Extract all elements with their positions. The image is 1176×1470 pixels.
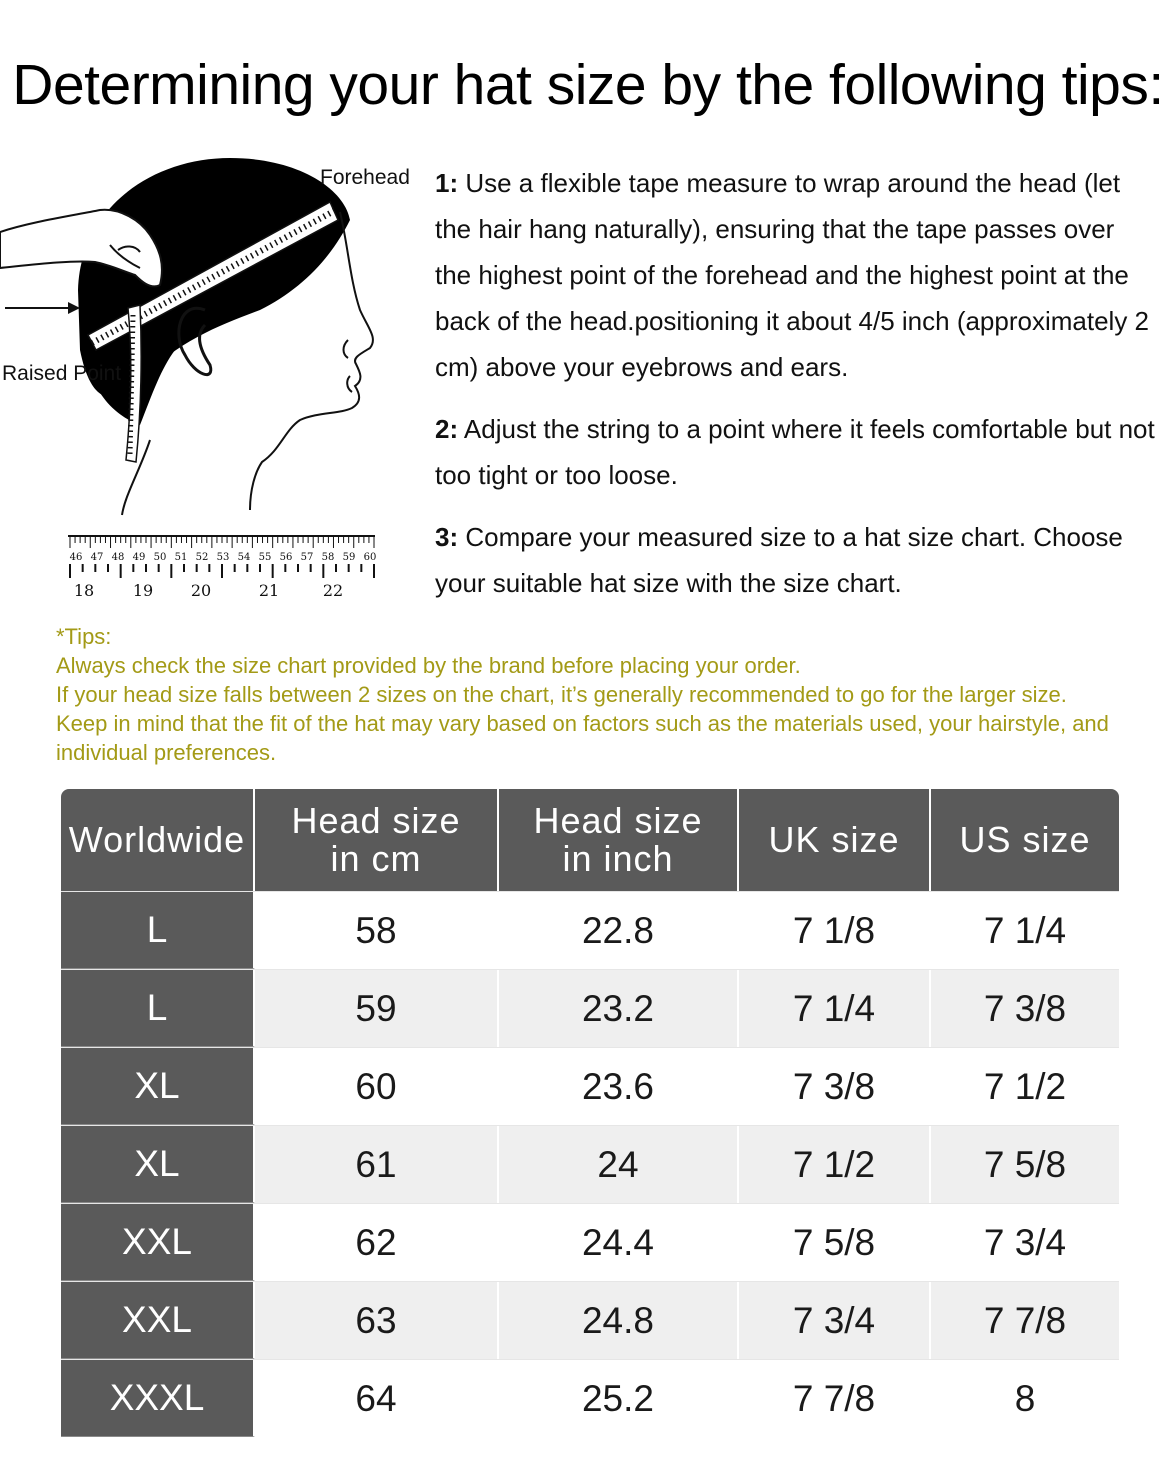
cell-head-inch: 24.8 — [499, 1282, 739, 1359]
step-text: Use a flexible tape measure to wrap around the head (let the hair hang naturally), ensuring that the tape passes over the highest point of the forehead and the highest point at the back of the head.positioning it about 4/5 inch (approximately 2 cm) above your eyebrows and ears. — [435, 168, 1150, 382]
ruler-cm-label: 59 — [342, 552, 356, 563]
ruler-cm-label: 46 — [69, 552, 83, 563]
cell-head-inch: 23.6 — [499, 1048, 739, 1125]
ruler-cm-label: 56 — [279, 552, 293, 563]
cell-head-cm: 64 — [255, 1360, 499, 1437]
header-label: Head size — [533, 800, 703, 841]
header-worldwide — [61, 789, 255, 891]
ruler-cm-label: 53 — [216, 552, 230, 563]
cell-worldwide-size: XL — [61, 1048, 255, 1125]
cell-uk-size: 7 1/8 — [739, 892, 931, 969]
table-row — [61, 1359, 1119, 1437]
ruler-cm-label: 58 — [321, 552, 335, 563]
step-2 — [435, 406, 1155, 498]
ruler-cm-label: 49 — [132, 552, 146, 563]
cell-us-size: 7 3/8 — [931, 970, 1119, 1047]
ruler-cm-label: 52 — [195, 552, 209, 563]
cell-head-cm: 62 — [255, 1204, 499, 1281]
header-label: Worldwide — [68, 819, 246, 860]
tips-line: If your head size falls between 2 sizes on the chart, it’s generally recommended to go for the larger size. — [56, 682, 1067, 707]
page-title: Determining your hat size by the following tips: — [12, 53, 1164, 117]
table-row — [61, 969, 1119, 1047]
cell-us-size: 7 5/8 — [931, 1126, 1119, 1203]
cell-head-inch: 24.4 — [499, 1204, 739, 1281]
ruler-cm-label: 55 — [258, 552, 272, 563]
cell-uk-size: 7 1/4 — [739, 970, 931, 1047]
step-3 — [435, 514, 1155, 606]
ruler-cm-label: 50 — [153, 552, 167, 563]
cell-us-size: 7 1/2 — [931, 1048, 1119, 1125]
cell-head-inch: 25.2 — [499, 1360, 739, 1437]
cell-uk-size: 7 3/4 — [739, 1282, 931, 1359]
ruler-inch-label: 22 — [322, 581, 344, 600]
cell-uk-size: 7 3/8 — [739, 1048, 931, 1125]
instruction-steps — [435, 160, 1155, 622]
cell-worldwide-size: L — [61, 970, 255, 1047]
ruler-cm-label: 47 — [90, 552, 104, 563]
raised-point-label: Raised Point — [2, 362, 122, 385]
table-row — [61, 891, 1119, 969]
ruler-inch-label: 21 — [258, 581, 280, 600]
cell-us-size: 8 — [931, 1360, 1119, 1437]
header-head-size-inch — [499, 789, 739, 891]
ruler-inch-label: 19 — [132, 581, 154, 600]
header-label: US size — [959, 819, 1091, 860]
cell-us-size: 7 1/4 — [931, 892, 1119, 969]
cell-worldwide-size: XXXL — [61, 1360, 255, 1437]
tips-section — [56, 622, 1156, 767]
header-label: in cm — [330, 838, 422, 879]
ruler-cm-label: 54 — [237, 552, 251, 563]
cell-worldwide-size: L — [61, 892, 255, 969]
table-row — [61, 1281, 1119, 1359]
header-us-size — [931, 789, 1119, 891]
table-row — [61, 1203, 1119, 1281]
header-head-size-cm — [255, 789, 499, 891]
tips-line: Always check the size chart provided by the brand before placing your order. — [56, 653, 801, 678]
header-label: in inch — [562, 838, 674, 879]
cell-head-cm: 60 — [255, 1048, 499, 1125]
ruler-cm-label: 57 — [300, 552, 314, 563]
table-row — [61, 1047, 1119, 1125]
cell-head-cm: 59 — [255, 970, 499, 1047]
cell-us-size: 7 7/8 — [931, 1282, 1119, 1359]
ruler-inch-label: 20 — [190, 581, 212, 600]
header-label: UK size — [768, 819, 900, 860]
ruler-inch-label: 18 — [73, 581, 95, 600]
step-text: Compare your measured size to a hat size chart. Choose your suitable hat size with the size chart. — [435, 522, 1123, 598]
cell-head-cm: 63 — [255, 1282, 499, 1359]
cell-head-inch: 23.2 — [499, 970, 739, 1047]
step-number: 2: — [435, 414, 459, 444]
tips-heading: *Tips: — [56, 624, 112, 649]
step-number: 3: — [435, 522, 459, 552]
cell-uk-size: 7 1/2 — [739, 1126, 931, 1203]
table-header-row — [61, 789, 1119, 891]
table-body — [61, 891, 1119, 1437]
header-uk-size — [739, 789, 931, 891]
ruler-cm-label: 60 — [363, 552, 377, 563]
cell-head-cm: 61 — [255, 1126, 499, 1203]
step-number: 1: — [435, 168, 459, 198]
head-measurement-illustration — [0, 150, 420, 610]
cell-worldwide-size: XL — [61, 1126, 255, 1203]
ruler-cm-label: 51 — [174, 552, 188, 563]
table-row — [61, 1125, 1119, 1203]
cell-uk-size: 7 5/8 — [739, 1204, 931, 1281]
ruler — [0, 150, 420, 610]
cell-uk-size: 7 7/8 — [739, 1360, 931, 1437]
cell-worldwide-size: XXL — [61, 1204, 255, 1281]
step-text: Adjust the string to a point where it feels comfortable but not too tight or too loose. — [435, 414, 1155, 490]
cell-head-cm: 58 — [255, 892, 499, 969]
tips-line: Keep in mind that the fit of the hat may vary based on factors such as the materials used, your hairstyle, and individual preferences. — [56, 711, 1109, 765]
cell-worldwide-size: XXL — [61, 1282, 255, 1359]
cell-head-inch: 22.8 — [499, 892, 739, 969]
ruler-ticks — [0, 150, 420, 610]
header-label: Head size — [291, 800, 461, 841]
size-chart-table — [61, 789, 1119, 1437]
cell-head-inch: 24 — [499, 1126, 739, 1203]
forehead-label: Forehead — [320, 166, 410, 189]
ruler-cm-label: 48 — [111, 552, 125, 563]
cell-us-size: 7 3/4 — [931, 1204, 1119, 1281]
step-1 — [435, 160, 1155, 390]
